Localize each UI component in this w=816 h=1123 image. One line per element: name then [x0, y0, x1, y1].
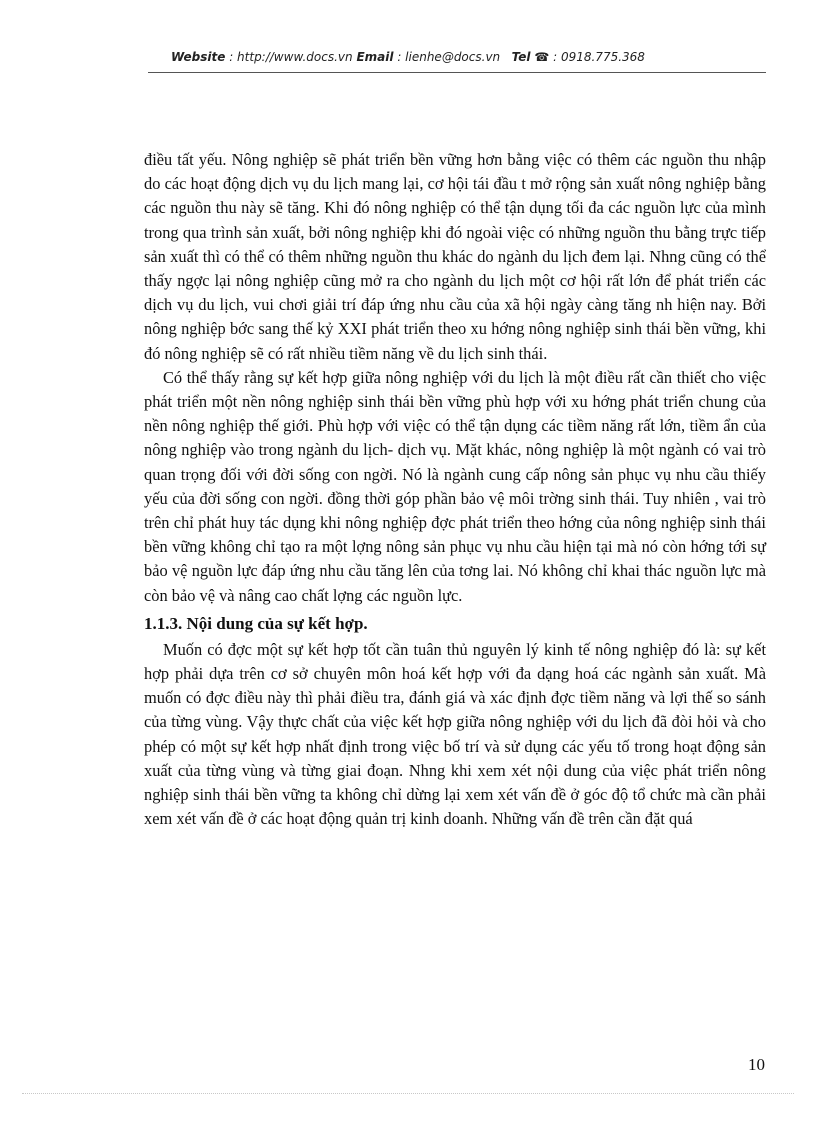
tel-separator: : [549, 50, 561, 64]
paragraph-1: điều tất yếu. Nông nghiệp sẽ phát triển bền vững hơn bằng việc có thêm các nguồn thu nhập do các hoạt động dịch vụ du lịch mang lại, cơ hội tái đầu t mở rộng sản xuất nông nghiệp bằng các nguồn thu này sẽ tăng. Khi đó nông nghiệp có thể tận dụng tối đa các nguồn lực của mình trong qua trình sản xuất, bởi nông nghiệp khi đó ngoài việc có những nguồn thu bằng trực tiếp sản xuất thì có thể có thêm những nguồn thu khác do ngành du lịch đem lại. Nhng cũng có thể thấy ngợc lại nông nghiệp cũng mở ra cho ngành du lịch một cơ hội rất lớn để phát triển các dịch vụ du lịch, vui chơi giải trí đáp ứng nhu cầu của xã hội ngày càng tăng nh hiện nay. Bởi nông nghiệp bớc sang thế kỷ XXI phát triển theo xu hớng nông nghiệp sinh thái bền vững, khi đó nông nghiệp sẽ có rất nhiều tiềm năng về du lịch sinh thái. [144, 150, 766, 363]
page-number: 10 [748, 1055, 765, 1074]
document-body [144, 148, 766, 831]
paragraph-2: Có thể thấy rằng sự kết hợp giữa nông nghiệp với du lịch là một điều rất cần thiết cho việc phát triển một nền nông nghiệp sinh thái bền vững phù hợp với xu hớng phát triển chung của nền nông nghiệp thế giới. Phù hợp với việc có thể tận dụng các tiềm năng rất lớn, tiềm ẩn của nông nghiệp vào trong ngành du lịch- dịch vụ. Mặt khác, nông nghiệp là một ngành có vai trò quan trọng đối với đời sống con ngời. Nó là ngành cung cấp nông sản phục vụ nhu cầu thiếy yếu của đời sống con ngời. đồng thời góp phần bảo vệ môi trờng sinh thái. Tuy nhiên , vai trò trên chỉ phát huy tác dụng khi nông nghiệp đợc phát triển theo hớng của nông nghiệp sinh thái bền vững không chỉ tạo ra một lợng nông sản phục vụ nhu cầu hiện tại mà nó còn hớng tới sự bảo vệ nguồn lực đáp ứng nhu cầu tăng lên của tơng lai. Nó không chỉ khai thác nguồn lực mà còn bảo vệ và nâng cao chất lợng các nguồn lực. [144, 367, 766, 605]
section-heading: 1.1.3. Nội dung của sự kết hợp. [144, 613, 368, 633]
page-header [0, 50, 816, 64]
website-link[interactable]: http://www.docs.vn [237, 50, 353, 64]
tel-value: 0918.775.368 [560, 50, 645, 64]
email-label: Email [356, 50, 394, 64]
website-separator: : [225, 50, 238, 64]
email-separator: : [393, 50, 406, 64]
phone-icon: ☎ [534, 50, 550, 64]
tel-label: Tel [511, 50, 531, 64]
website-label: Website [171, 50, 226, 64]
header-divider [148, 72, 766, 73]
section-paragraph: Muốn có đợc một sự kết hợp tốt cần tuân thủ nguyên lý kinh tế nông nghiệp đó là: sự kết hợp phải dựa trên cơ sở chuyên môn hoá kết hợp với đa dạng hoá các ngành sản xuất. Mà muốn có đợc điều này thì phải điều tra, đánh giá và xác định đợc tiềm năng và lợi thế so sánh của từng vùng. Vậy thực chất của việc kết hợp giữa nông nghiệp với du lịch đã đòi hỏi và cho phép có một sự kết hợp nhất định trong việc bố trí và sử dụng các yếu tố trong hoạt động sản xuất của từng vùng và từng giai đoạn. Nhng khi xem xét nội dung của việc phát triển nông nghiệp sinh thái bền vững ta không chỉ dừng lại xem xét vấn đề ở góc độ tổ chức mà cần phải xem xét vấn đề ở các hoạt động quản trị kinh doanh. Những vấn đề trên cần đặt quá [144, 639, 766, 829]
email-link[interactable]: lienhe@docs.vn [405, 50, 501, 64]
footer-divider [22, 1093, 794, 1094]
